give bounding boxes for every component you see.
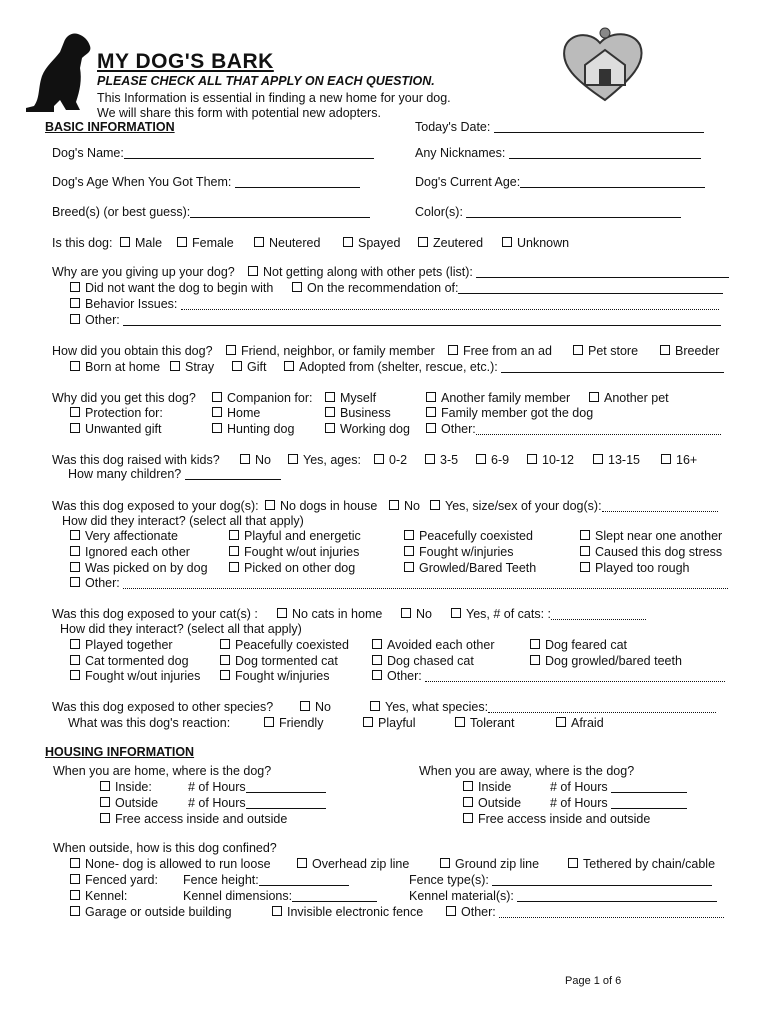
dog-tormented-cat-checkbox[interactable]: Dog tormented cat — [220, 654, 338, 668]
home-checkbox[interactable]: Home — [212, 406, 260, 420]
away-question: When you are away, where is the dog? — [419, 764, 635, 778]
away-inside-hours[interactable]: # of Hours — [550, 780, 687, 794]
very-affectionate-checkbox[interactable]: Very affectionate — [70, 529, 178, 543]
invisible-fence-checkbox[interactable]: Invisible electronic fence — [272, 905, 423, 919]
not-getting-along-checkbox[interactable]: Not getting along with other pets (list): — [248, 265, 729, 279]
another-family-checkbox[interactable]: Another family member — [426, 391, 570, 405]
other-reason-checkbox[interactable]: Other: — [70, 313, 721, 327]
no-dogs-checkbox[interactable]: No dogs in house — [265, 499, 377, 513]
cats-yes-checkbox[interactable]: Yes, # of cats: : — [451, 607, 646, 621]
intro-line-2: We will share this form with potential new adopters. — [97, 106, 381, 120]
another-pet-checkbox[interactable]: Another pet — [589, 391, 669, 405]
how-many-children-field[interactable]: How many children? — [68, 467, 281, 481]
species-yes-checkbox[interactable]: Yes, what species: — [370, 700, 716, 714]
breeds-field[interactable]: Breed(s) (or best guess): — [52, 205, 370, 219]
playful-energetic-checkbox[interactable]: Playful and energetic — [229, 529, 361, 543]
species-no-checkbox[interactable]: No — [300, 700, 331, 714]
ignored-each-other-checkbox[interactable]: Ignored each other — [70, 545, 190, 559]
tolerant-checkbox[interactable]: Tolerant — [455, 716, 514, 730]
why-giving-question: Why are you giving up your dog? — [52, 265, 235, 279]
friendly-checkbox[interactable]: Friendly — [264, 716, 323, 730]
nicknames-field[interactable]: Any Nicknames: — [415, 146, 701, 160]
dogs-question: Was this dog exposed to your dog(s): — [52, 499, 259, 513]
working-dog-checkbox[interactable]: Working dog — [325, 422, 410, 436]
garage-checkbox[interactable]: Garage or outside building — [70, 905, 232, 919]
fenced-yard-checkbox[interactable]: Fenced yard: — [70, 873, 158, 887]
home-outside-hours[interactable]: # of Hours — [188, 796, 326, 810]
unwanted-gift-checkbox[interactable]: Unwanted gift — [70, 422, 161, 436]
housing-heading: HOUSING INFORMATION — [45, 745, 195, 759]
kids-yes-checkbox[interactable]: Yes, ages: — [288, 453, 361, 467]
spayed-checkbox[interactable]: Spayed — [343, 236, 400, 250]
no-cats-checkbox[interactable]: No cats in home — [277, 607, 382, 621]
fence-types-field[interactable]: Fence type(s): — [409, 873, 712, 887]
dog-silhouette-logo — [20, 30, 100, 115]
dog-growled-cat-checkbox[interactable]: Dog growled/bared teeth — [530, 654, 682, 668]
picked-on-other-checkbox[interactable]: Picked on other dog — [229, 561, 355, 575]
todays-date-field[interactable]: Today's Date: — [415, 120, 704, 134]
picked-on-by-dog-checkbox[interactable]: Was picked on by dog — [70, 561, 208, 575]
hunting-dog-checkbox[interactable]: Hunting dog — [212, 422, 294, 436]
dog-feared-cat-checkbox[interactable]: Dog feared cat — [530, 638, 627, 652]
fence-height-field[interactable]: Fence height: — [183, 873, 349, 887]
confined-question: When outside, how is this dog confined? — [53, 841, 277, 855]
heart-house-logo — [555, 25, 655, 105]
adopted-from-checkbox[interactable]: Adopted from (shelter, rescue, etc.): — [284, 360, 724, 374]
cats-question: Was this dog exposed to your cat(s) : — [52, 607, 258, 621]
slept-near-checkbox[interactable]: Slept near one another — [580, 529, 722, 543]
playful-checkbox[interactable]: Playful — [363, 716, 416, 730]
away-outside-checkbox[interactable]: Outside — [463, 796, 521, 810]
subtitle: PLEASE CHECK ALL THAT APPLY ON EACH QUESTION. — [97, 74, 435, 88]
ground-zip-checkbox[interactable]: Ground zip line — [440, 857, 539, 871]
fought-wout-injuries-dog-checkbox[interactable]: Fought w/out injuries — [229, 545, 359, 559]
kennel-material-field[interactable]: Kennel material(s): — [409, 889, 717, 903]
home-inside-hours[interactable]: # of Hours — [188, 780, 326, 794]
stray-checkbox[interactable]: Stray — [170, 360, 214, 374]
friend-checkbox[interactable]: Friend, neighbor, or family member — [226, 344, 435, 358]
kids-question: Was this dog raised with kids? — [52, 453, 220, 467]
behavior-issues-checkbox[interactable]: Behavior Issues: — [70, 297, 719, 311]
recommendation-checkbox[interactable]: On the recommendation of: — [292, 281, 723, 295]
caused-stress-checkbox[interactable]: Caused this dog stress — [580, 545, 722, 559]
female-checkbox[interactable]: Female — [177, 236, 234, 250]
gift-checkbox[interactable]: Gift — [232, 360, 266, 374]
zeutered-checkbox[interactable]: Zeutered — [418, 236, 483, 250]
away-inside-checkbox[interactable]: Inside — [463, 780, 511, 794]
kennel-dimensions-field[interactable]: Kennel dimensions: — [183, 889, 377, 903]
dogs-yes-checkbox[interactable]: Yes, size/sex of your dog(s): — [430, 499, 718, 513]
age-10-12-checkbox[interactable]: 10-12 — [527, 453, 574, 467]
born-home-checkbox[interactable]: Born at home — [70, 360, 160, 374]
dog-chased-cat-checkbox[interactable]: Dog chased cat — [372, 654, 474, 668]
colors-field[interactable]: Color(s): — [415, 205, 681, 219]
run-loose-checkbox[interactable]: None- dog is allowed to run loose — [70, 857, 271, 871]
page-number: Page 1 of 6 — [565, 975, 622, 987]
kennel-checkbox[interactable]: Kennel: — [70, 889, 127, 903]
fought-wout-injuries-cat-checkbox[interactable]: Fought w/out injuries — [70, 669, 200, 683]
afraid-checkbox[interactable]: Afraid — [556, 716, 604, 730]
home-question: When you are home, where is the dog? — [53, 764, 272, 778]
why-get-question: Why did you get this dog? — [52, 391, 196, 405]
male-checkbox[interactable]: Male — [120, 236, 162, 250]
business-checkbox[interactable]: Business — [325, 406, 391, 420]
growled-dog-checkbox[interactable]: Growled/Bared Teeth — [404, 561, 536, 575]
reaction-label: What was this dog's reaction: — [68, 716, 231, 730]
tethered-checkbox[interactable]: Tethered by chain/cable — [568, 857, 715, 871]
breeder-checkbox[interactable]: Breeder — [660, 344, 719, 358]
other-dog-interaction-checkbox[interactable]: Other: — [70, 576, 728, 590]
basic-info-heading: BASIC INFORMATION — [45, 120, 175, 134]
dogs-interact-label: How did they interact? (select all that apply) — [62, 514, 304, 528]
fought-injuries-dog-checkbox[interactable]: Fought w/injuries — [404, 545, 514, 559]
unknown-checkbox[interactable]: Unknown — [502, 236, 569, 250]
did-not-want-checkbox[interactable]: Did not want the dog to begin with — [70, 281, 273, 295]
cat-tormented-dog-checkbox[interactable]: Cat tormented dog — [70, 654, 189, 668]
age-13-15-checkbox[interactable]: 13-15 — [593, 453, 640, 467]
home-outside-checkbox[interactable]: Outside — [100, 796, 158, 810]
fought-injuries-cat-checkbox[interactable]: Fought w/injuries — [220, 669, 330, 683]
intro-line-1: This Information is essential in finding a new home for your dog. — [97, 91, 451, 105]
other-cat-interaction-checkbox[interactable]: Other: — [372, 669, 725, 683]
dogs-name-field[interactable]: Dog's Name: — [52, 146, 374, 160]
age-16-plus-checkbox[interactable]: 16+ — [661, 453, 697, 467]
free-ad-checkbox[interactable]: Free from an ad — [448, 344, 552, 358]
kids-no-checkbox[interactable]: No — [240, 453, 271, 467]
age-3-5-checkbox[interactable]: 3-5 — [425, 453, 458, 467]
age-6-9-checkbox[interactable]: 6-9 — [476, 453, 509, 467]
peacefully-coexisted-cat-checkbox[interactable]: Peacefully coexisted — [220, 638, 349, 652]
peacefully-coexisted-dog-checkbox[interactable]: Peacefully coexisted — [404, 529, 533, 543]
cats-no-checkbox[interactable]: No — [401, 607, 432, 621]
home-free-access-checkbox[interactable]: Free access inside and outside — [100, 812, 287, 826]
away-outside-hours[interactable]: # of Hours — [550, 796, 687, 810]
age-0-2-checkbox[interactable]: 0-2 — [374, 453, 407, 467]
home-inside-checkbox[interactable]: Inside: — [100, 780, 152, 794]
other-confined-checkbox[interactable]: Other: — [446, 905, 724, 919]
overhead-zip-checkbox[interactable]: Overhead zip line — [297, 857, 409, 871]
family-member-got-checkbox[interactable]: Family member got the dog — [426, 406, 593, 420]
avoided-each-other-checkbox[interactable]: Avoided each other — [372, 638, 495, 652]
cats-interact-label: How did they interact? (select all that apply) — [60, 622, 302, 636]
away-free-access-checkbox[interactable]: Free access inside and outside — [463, 812, 650, 826]
played-together-checkbox[interactable]: Played together — [70, 638, 173, 652]
sex-row: Is this dog: — [52, 236, 113, 250]
neutered-checkbox[interactable]: Neutered — [254, 236, 320, 250]
current-age-field[interactable]: Dog's Current Age: — [415, 175, 705, 189]
other-get-checkbox[interactable]: Other: — [426, 422, 721, 436]
age-got-field[interactable]: Dog's Age When You Got Them: — [52, 175, 360, 189]
page-title: MY DOG'S BARK — [97, 50, 274, 73]
dogs-no-checkbox[interactable]: No — [389, 499, 420, 513]
protection-checkbox[interactable]: Protection for: — [70, 406, 163, 420]
obtain-question: How did you obtain this dog? — [52, 344, 213, 358]
played-rough-checkbox[interactable]: Played too rough — [580, 561, 690, 575]
pet-store-checkbox[interactable]: Pet store — [573, 344, 638, 358]
myself-checkbox[interactable]: Myself — [325, 391, 376, 405]
species-question: Was this dog exposed to other species? — [52, 700, 274, 714]
companion-checkbox[interactable]: Companion for: — [212, 391, 312, 405]
